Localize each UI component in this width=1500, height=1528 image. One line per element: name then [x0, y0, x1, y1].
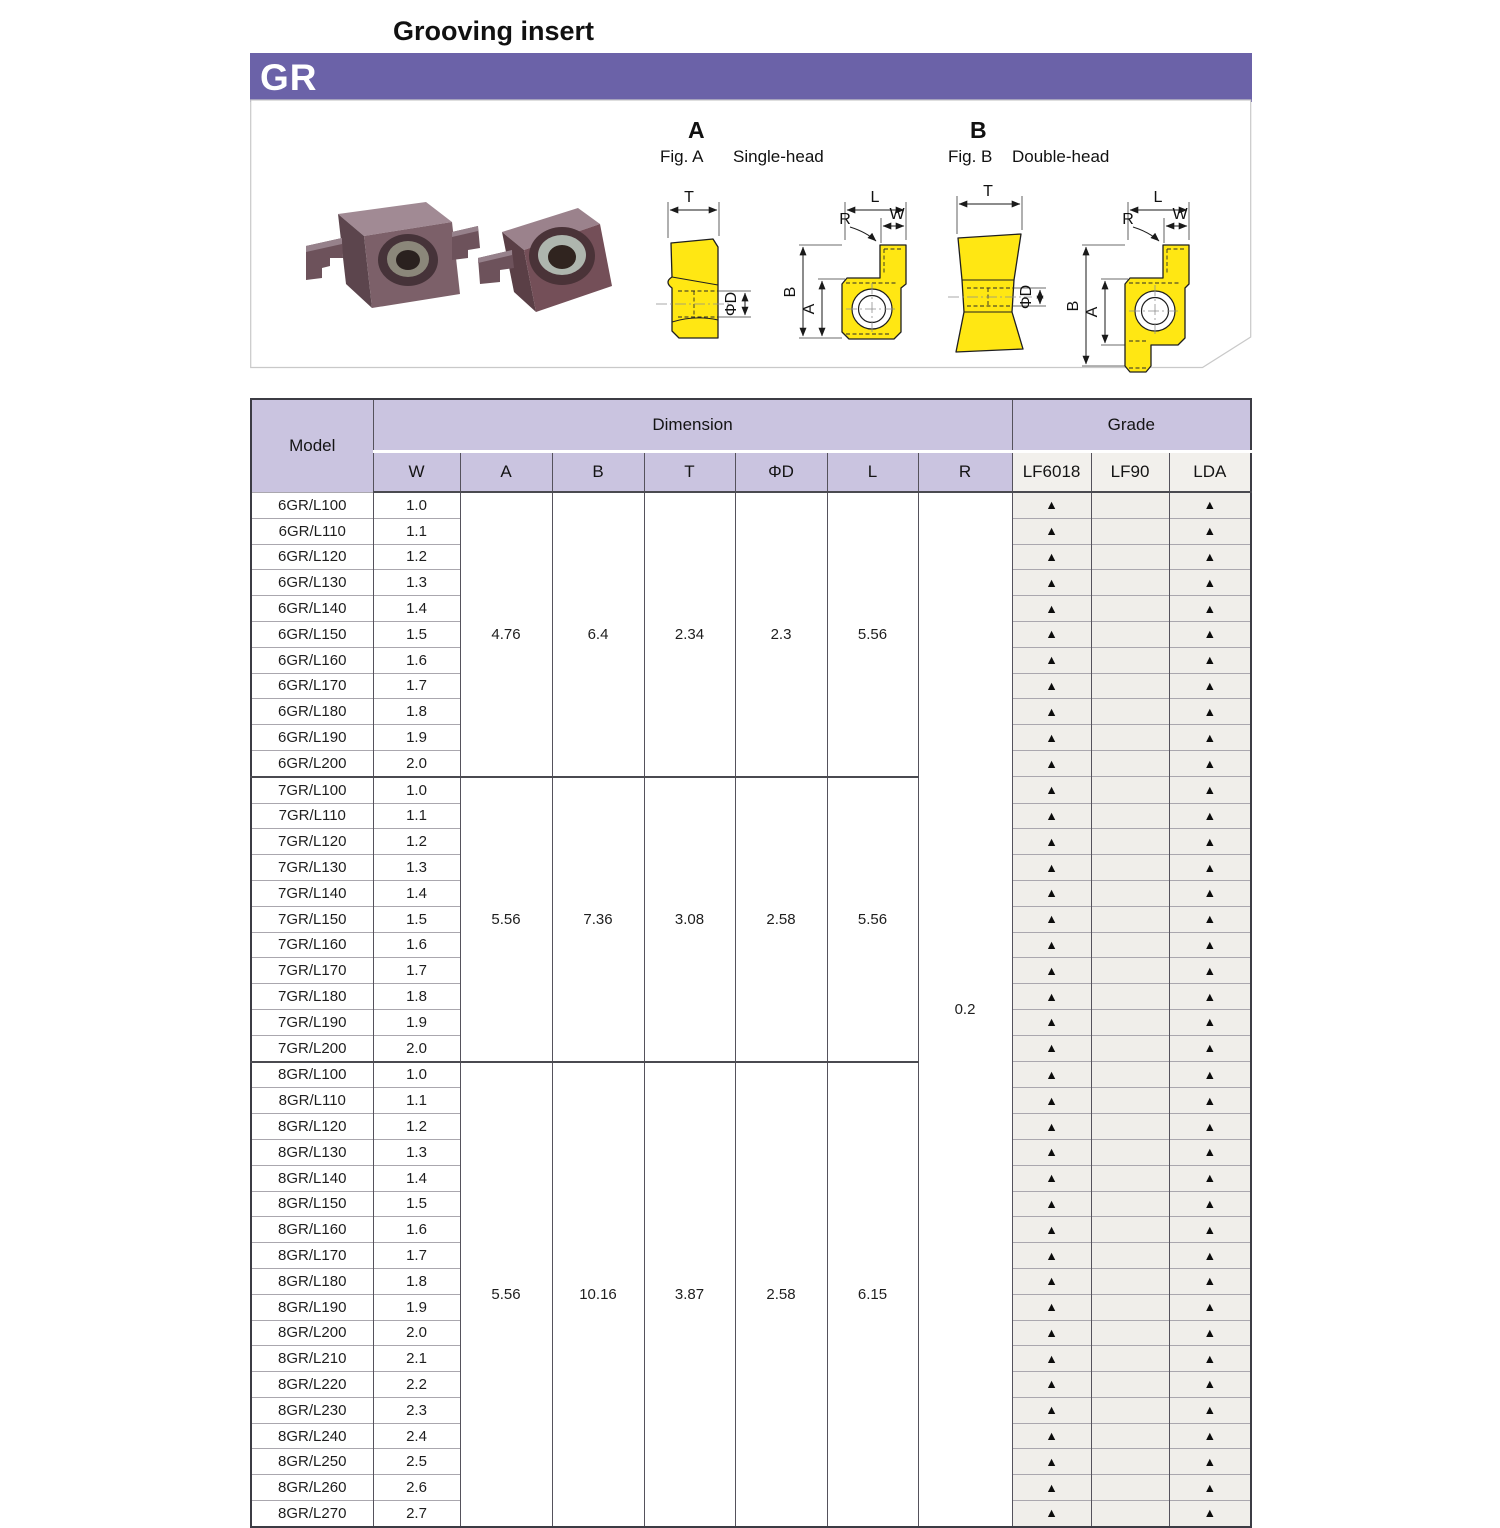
dim-label-b: B: [1065, 300, 1082, 312]
grade-cell-lf90: [1091, 1268, 1169, 1294]
w-cell: 1.2: [373, 544, 460, 570]
figure-b-letter: B: [970, 117, 987, 143]
grade-cell-lf6018: ▲: [1012, 1114, 1091, 1140]
col-header-b: B: [552, 452, 644, 493]
dim-cell-a: 5.56: [460, 1062, 552, 1527]
grade-cell-lf6018: ▲: [1012, 1062, 1091, 1088]
model-cell: 8GR/L130: [251, 1139, 373, 1165]
model-cell: 6GR/L110: [251, 518, 373, 544]
model-cell: 6GR/L150: [251, 621, 373, 647]
w-cell: 1.3: [373, 570, 460, 596]
w-cell: 1.8: [373, 699, 460, 725]
grade-cell-lf90: [1091, 803, 1169, 829]
grade-cell-lda: ▲: [1169, 544, 1251, 570]
grade-cell-lda: ▲: [1169, 777, 1251, 803]
table-row: [251, 1062, 1251, 1088]
model-cell: 6GR/L120: [251, 544, 373, 570]
grade-cell-lf90: [1091, 1501, 1169, 1527]
dim-cell-t: 2.34: [644, 492, 735, 777]
model-cell: 6GR/L160: [251, 647, 373, 673]
w-cell: 1.9: [373, 1009, 460, 1035]
dim-cell-t: 3.08: [644, 777, 735, 1062]
w-cell: 1.1: [373, 518, 460, 544]
dim-cell-t: 3.87: [644, 1062, 735, 1527]
w-cell: 1.2: [373, 1114, 460, 1140]
grade-cell-lda: ▲: [1169, 906, 1251, 932]
grade-cell-lda: ▲: [1169, 621, 1251, 647]
model-cell: 7GR/L150: [251, 906, 373, 932]
product-showcase: [250, 100, 1254, 372]
model-cell: 8GR/L230: [251, 1397, 373, 1423]
grade-cell-lda: ▲: [1169, 880, 1251, 906]
grade-cell-lf90: [1091, 906, 1169, 932]
grade-cell-lda: ▲: [1169, 803, 1251, 829]
model-cell: 8GR/L240: [251, 1423, 373, 1449]
w-cell: 1.3: [373, 855, 460, 881]
w-cell: 1.1: [373, 803, 460, 829]
grade-cell-lda: ▲: [1169, 492, 1251, 518]
grade-cell-lda: ▲: [1169, 1475, 1251, 1501]
w-cell: 1.4: [373, 880, 460, 906]
model-cell: 6GR/L180: [251, 699, 373, 725]
grade-cell-lf90: [1091, 1320, 1169, 1346]
grade-cell-lf6018: ▲: [1012, 855, 1091, 881]
grade-cell-lda: ▲: [1169, 1139, 1251, 1165]
w-cell: 1.7: [373, 1243, 460, 1269]
model-cell: 6GR/L130: [251, 570, 373, 596]
grade-cell-lf6018: ▲: [1012, 647, 1091, 673]
dim-cell-l: 6.15: [827, 1062, 918, 1527]
dim-label-l: L: [870, 189, 880, 206]
grade-cell-lda: ▲: [1169, 1320, 1251, 1346]
w-cell: 2.0: [373, 750, 460, 776]
model-cell: 8GR/L110: [251, 1088, 373, 1114]
grade-cell-lf6018: ▲: [1012, 1320, 1091, 1346]
col-header-l: L: [827, 452, 918, 493]
grade-cell-lf90: [1091, 596, 1169, 622]
grade-cell-lda: ▲: [1169, 932, 1251, 958]
model-cell: 7GR/L100: [251, 777, 373, 803]
w-cell: 2.6: [373, 1475, 460, 1501]
model-cell: 8GR/L200: [251, 1320, 373, 1346]
w-cell: 1.6: [373, 1217, 460, 1243]
w-cell: 1.9: [373, 725, 460, 751]
series-banner: GR: [250, 53, 1252, 102]
grade-cell-lf90: [1091, 1088, 1169, 1114]
grade-cell-lf90: [1091, 829, 1169, 855]
grade-cell-lf90: [1091, 699, 1169, 725]
col-header-r: R: [918, 452, 1012, 493]
grade-cell-lda: ▲: [1169, 829, 1251, 855]
grade-cell-lf6018: ▲: [1012, 544, 1091, 570]
grade-cell-lf6018: ▲: [1012, 673, 1091, 699]
grade-cell-lf90: [1091, 1294, 1169, 1320]
dim-label-b: B: [782, 286, 799, 298]
grade-cell-lf6018: ▲: [1012, 1035, 1091, 1061]
w-cell: 1.8: [373, 984, 460, 1010]
w-cell: 1.5: [373, 621, 460, 647]
grade-cell-lda: ▲: [1169, 1346, 1251, 1372]
spec-table-body: [251, 492, 1251, 1527]
grade-cell-lda: ▲: [1169, 1191, 1251, 1217]
grade-cell-lda: ▲: [1169, 958, 1251, 984]
grade-cell-lf90: [1091, 1217, 1169, 1243]
dim-label-phi-d: ΦD: [723, 291, 740, 317]
grade-cell-lf90: [1091, 1035, 1169, 1061]
grade-cell-lf90: [1091, 880, 1169, 906]
grade-cell-lda: ▲: [1169, 855, 1251, 881]
grade-cell-lf90: [1091, 544, 1169, 570]
grade-cell-lda: ▲: [1169, 1449, 1251, 1475]
model-cell: 7GR/L180: [251, 984, 373, 1010]
grade-cell-lf90: [1091, 958, 1169, 984]
grade-cell-lda: ▲: [1169, 1372, 1251, 1398]
w-cell: 2.4: [373, 1423, 460, 1449]
grade-cell-lf6018: ▲: [1012, 1346, 1091, 1372]
dim-label-t: T: [983, 183, 993, 200]
col-header-a: A: [460, 452, 552, 493]
header-row-groups: [251, 399, 1251, 452]
model-cell: 8GR/L150: [251, 1191, 373, 1217]
grade-cell-lf6018: ▲: [1012, 570, 1091, 596]
grade-cell-lf6018: ▲: [1012, 596, 1091, 622]
w-cell: 1.2: [373, 829, 460, 855]
w-cell: 1.4: [373, 596, 460, 622]
grade-cell-lf6018: ▲: [1012, 1217, 1091, 1243]
grade-cell-lf6018: ▲: [1012, 1294, 1091, 1320]
grade-cell-lda: ▲: [1169, 1009, 1251, 1035]
grade-cell-lf90: [1091, 647, 1169, 673]
model-cell: 7GR/L130: [251, 855, 373, 881]
grade-cell-lf6018: ▲: [1012, 1268, 1091, 1294]
col-header-lf90: LF90: [1091, 452, 1169, 493]
grade-cell-lf6018: ▲: [1012, 1165, 1091, 1191]
grade-cell-lf6018: ▲: [1012, 829, 1091, 855]
grade-cell-lf6018: ▲: [1012, 518, 1091, 544]
grade-cell-lda: ▲: [1169, 1501, 1251, 1527]
figure-a-head-type: Single-head: [733, 147, 824, 166]
dim-label-r: R: [1122, 211, 1134, 228]
grade-cell-lf6018: ▲: [1012, 958, 1091, 984]
grade-cell-lf6018: ▲: [1012, 880, 1091, 906]
grade-cell-lf90: [1091, 1114, 1169, 1140]
grade-cell-lda: ▲: [1169, 725, 1251, 751]
dim-label-phi-d: ΦD: [1018, 284, 1035, 310]
w-cell: 1.6: [373, 932, 460, 958]
grade-cell-lf90: [1091, 1191, 1169, 1217]
model-cell: 8GR/L270: [251, 1501, 373, 1527]
w-cell: 2.7: [373, 1501, 460, 1527]
w-cell: 2.2: [373, 1372, 460, 1398]
table-row: [251, 492, 1251, 518]
grade-cell-lf90: [1091, 1475, 1169, 1501]
grade-cell-lf90: [1091, 673, 1169, 699]
grade-cell-lf6018: ▲: [1012, 1243, 1091, 1269]
col-header-lf6018: LF6018: [1012, 452, 1091, 493]
w-cell: 1.0: [373, 777, 460, 803]
grade-cell-lf6018: ▲: [1012, 1397, 1091, 1423]
grade-cell-lf6018: ▲: [1012, 725, 1091, 751]
grade-cell-lf6018: ▲: [1012, 1009, 1091, 1035]
w-cell: 2.0: [373, 1320, 460, 1346]
grade-cell-lda: ▲: [1169, 518, 1251, 544]
grade-cell-lf6018: ▲: [1012, 1475, 1091, 1501]
grade-cell-lf90: [1091, 621, 1169, 647]
grade-cell-lf6018: ▲: [1012, 777, 1091, 803]
dim-cell-a: 4.76: [460, 492, 552, 777]
grade-cell-lda: ▲: [1169, 1397, 1251, 1423]
grade-cell-lf6018: ▲: [1012, 492, 1091, 518]
w-cell: 1.9: [373, 1294, 460, 1320]
model-cell: 8GR/L120: [251, 1114, 373, 1140]
dim-cell-b: 10.16: [552, 1062, 644, 1527]
grade-cell-lf90: [1091, 1397, 1169, 1423]
w-cell: 1.5: [373, 906, 460, 932]
figure-a-letter: A: [688, 117, 705, 143]
model-cell: 8GR/L160: [251, 1217, 373, 1243]
grade-cell-lf90: [1091, 984, 1169, 1010]
dim-label-t: T: [684, 189, 694, 206]
col-header-lda: LDA: [1169, 452, 1251, 493]
model-cell: 7GR/L170: [251, 958, 373, 984]
col-header-model: Model: [251, 399, 373, 492]
grade-cell-lda: ▲: [1169, 1423, 1251, 1449]
model-cell: 8GR/L140: [251, 1165, 373, 1191]
grade-cell-lf6018: ▲: [1012, 906, 1091, 932]
grade-cell-lf90: [1091, 1423, 1169, 1449]
model-cell: 6GR/L190: [251, 725, 373, 751]
grade-cell-lf6018: ▲: [1012, 1423, 1091, 1449]
model-cell: 7GR/L160: [251, 932, 373, 958]
model-cell: 8GR/L190: [251, 1294, 373, 1320]
model-cell: 8GR/L220: [251, 1372, 373, 1398]
grade-cell-lda: ▲: [1169, 570, 1251, 596]
header-row-columns: [251, 452, 1251, 493]
grade-cell-lf90: [1091, 1165, 1169, 1191]
grade-cell-lda: ▲: [1169, 1062, 1251, 1088]
grade-cell-lf6018: ▲: [1012, 621, 1091, 647]
w-cell: 1.3: [373, 1139, 460, 1165]
dim-label-a: A: [801, 303, 818, 315]
dim-cell-a: 5.56: [460, 777, 552, 1062]
dim-cell-b: 6.4: [552, 492, 644, 777]
grade-cell-lf6018: ▲: [1012, 803, 1091, 829]
grade-cell-lda: ▲: [1169, 984, 1251, 1010]
grade-cell-lda: ▲: [1169, 673, 1251, 699]
dim-label-l: L: [1153, 189, 1163, 206]
model-cell: 8GR/L210: [251, 1346, 373, 1372]
grade-cell-lf6018: ▲: [1012, 1139, 1091, 1165]
model-cell: 6GR/L140: [251, 596, 373, 622]
grade-cell-lda: ▲: [1169, 1035, 1251, 1061]
dim-label-w: W: [889, 206, 905, 223]
grade-cell-lf90: [1091, 1449, 1169, 1475]
w-cell: 1.7: [373, 958, 460, 984]
w-cell: 1.6: [373, 647, 460, 673]
grade-cell-lda: ▲: [1169, 1294, 1251, 1320]
dim-cell-phi_d: 2.3: [735, 492, 827, 777]
grade-cell-lf90: [1091, 1062, 1169, 1088]
grade-cell-lda: ▲: [1169, 1217, 1251, 1243]
grade-cell-lf6018: ▲: [1012, 750, 1091, 776]
grade-cell-lf90: [1091, 725, 1169, 751]
grade-cell-lf90: [1091, 570, 1169, 596]
page-title: Grooving insert: [393, 16, 595, 46]
grade-cell-lf6018: ▲: [1012, 932, 1091, 958]
w-cell: 1.1: [373, 1088, 460, 1114]
dim-label-w: W: [1172, 206, 1188, 223]
grade-cell-lda: ▲: [1169, 1165, 1251, 1191]
grade-cell-lf6018: ▲: [1012, 1501, 1091, 1527]
grade-cell-lf90: [1091, 1139, 1169, 1165]
grade-cell-lda: ▲: [1169, 1088, 1251, 1114]
w-cell: 1.4: [373, 1165, 460, 1191]
model-cell: 8GR/L260: [251, 1475, 373, 1501]
model-cell: 7GR/L190: [251, 1009, 373, 1035]
r-cell: 0.2: [918, 492, 1012, 1527]
w-cell: 2.3: [373, 1397, 460, 1423]
w-cell: 2.5: [373, 1449, 460, 1475]
w-cell: 2.0: [373, 1035, 460, 1061]
spec-table: [250, 398, 1252, 1528]
grade-cell-lda: ▲: [1169, 1114, 1251, 1140]
model-cell: 8GR/L100: [251, 1062, 373, 1088]
grade-cell-lda: ▲: [1169, 699, 1251, 725]
grade-cell-lda: ▲: [1169, 596, 1251, 622]
w-cell: 1.0: [373, 1062, 460, 1088]
model-cell: 7GR/L140: [251, 880, 373, 906]
grade-cell-lf6018: ▲: [1012, 1449, 1091, 1475]
dim-label-a: A: [1084, 306, 1101, 318]
col-header-phi-d: ΦD: [735, 452, 827, 493]
col-header-w: W: [373, 452, 460, 493]
grade-cell-lf6018: ▲: [1012, 1372, 1091, 1398]
grade-cell-lf90: [1091, 855, 1169, 881]
col-header-t: T: [644, 452, 735, 493]
figure-a-caption: Fig. A: [660, 147, 704, 166]
grade-cell-lf90: [1091, 932, 1169, 958]
grade-cell-lda: ▲: [1169, 647, 1251, 673]
dim-label-r: R: [839, 211, 851, 228]
table-row: [251, 777, 1251, 803]
grade-cell-lf6018: ▲: [1012, 984, 1091, 1010]
col-header-dimension: Dimension: [373, 399, 1012, 452]
model-cell: 7GR/L110: [251, 803, 373, 829]
grade-cell-lf90: [1091, 777, 1169, 803]
grade-cell-lf90: [1091, 492, 1169, 518]
w-cell: 1.7: [373, 673, 460, 699]
grade-cell-lda: ▲: [1169, 1243, 1251, 1269]
dim-cell-phi_d: 2.58: [735, 777, 827, 1062]
grade-cell-lf6018: ▲: [1012, 1088, 1091, 1114]
grade-cell-lf90: [1091, 1372, 1169, 1398]
model-cell: 8GR/L250: [251, 1449, 373, 1475]
grade-cell-lf90: [1091, 1009, 1169, 1035]
grade-cell-lf90: [1091, 750, 1169, 776]
w-cell: 1.5: [373, 1191, 460, 1217]
figure-b-head-type: Double-head: [1012, 147, 1110, 166]
grade-cell-lda: ▲: [1169, 1268, 1251, 1294]
model-cell: 6GR/L170: [251, 673, 373, 699]
model-cell: 6GR/L200: [251, 750, 373, 776]
grade-cell-lf90: [1091, 1243, 1169, 1269]
model-cell: 8GR/L180: [251, 1268, 373, 1294]
dim-cell-b: 7.36: [552, 777, 644, 1062]
grade-cell-lf90: [1091, 518, 1169, 544]
w-cell: 2.1: [373, 1346, 460, 1372]
grade-cell-lda: ▲: [1169, 750, 1251, 776]
model-cell: 8GR/L170: [251, 1243, 373, 1269]
figure-b-caption: Fig. B: [948, 147, 993, 166]
model-cell: 6GR/L100: [251, 492, 373, 518]
grade-cell-lf6018: ▲: [1012, 1191, 1091, 1217]
dim-cell-l: 5.56: [827, 777, 918, 1062]
col-header-grade: Grade: [1012, 399, 1251, 452]
dim-cell-l: 5.56: [827, 492, 918, 777]
model-cell: 7GR/L200: [251, 1035, 373, 1061]
w-cell: 1.8: [373, 1268, 460, 1294]
dim-cell-phi_d: 2.58: [735, 1062, 827, 1527]
w-cell: 1.0: [373, 492, 460, 518]
grade-cell-lf90: [1091, 1346, 1169, 1372]
grade-cell-lf6018: ▲: [1012, 699, 1091, 725]
model-cell: 7GR/L120: [251, 829, 373, 855]
